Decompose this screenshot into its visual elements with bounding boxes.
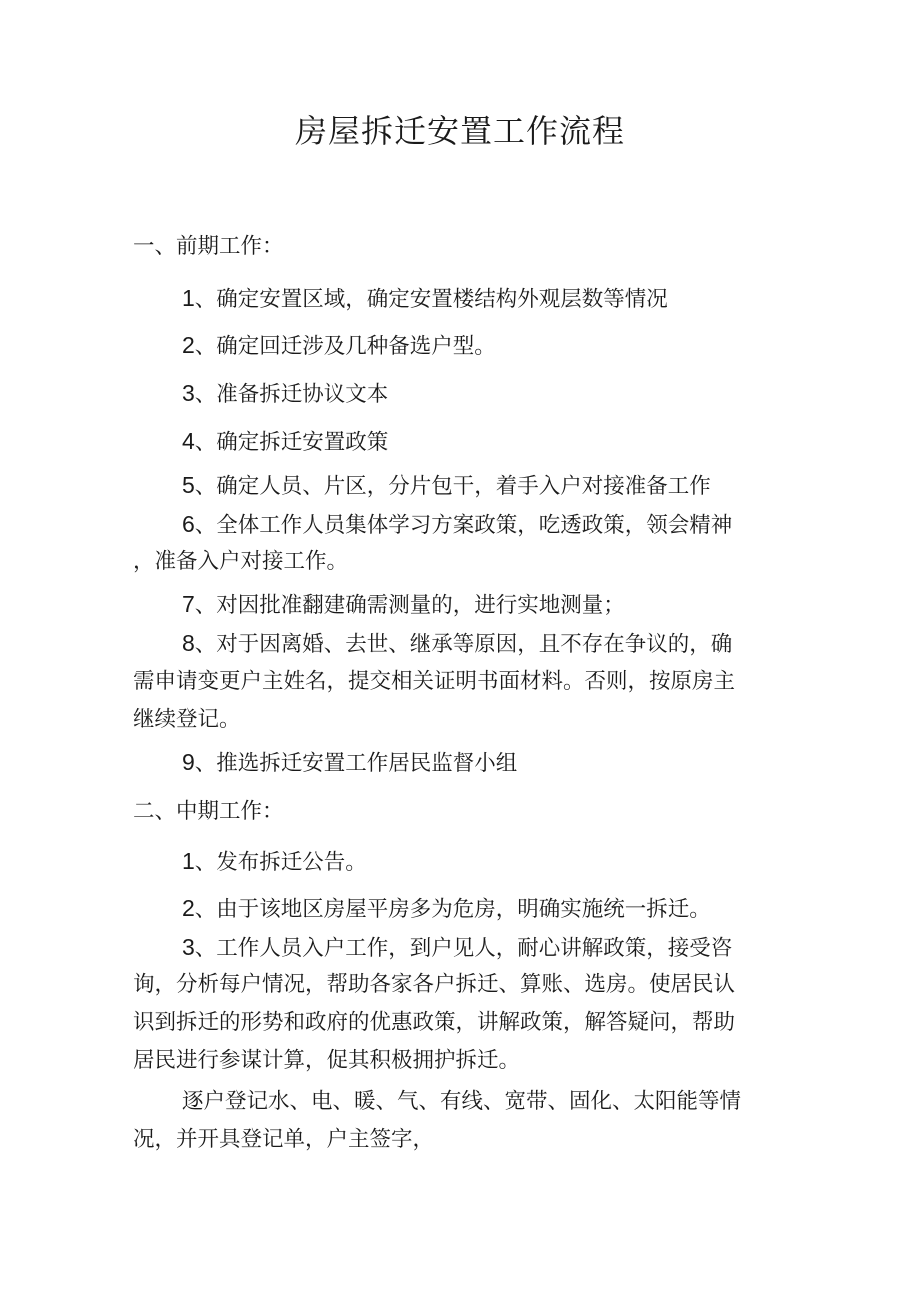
item-number: 4 (182, 428, 195, 454)
item-text: 、工作人员入户工作，到户见人，耐心讲解政策，接受咨 (194, 936, 733, 961)
list-item (182, 932, 732, 964)
item-text: 、对因批准翻建确需测量的，进行实地测量； (194, 593, 625, 618)
item-text: 、推选拆迁安置工作居民监督小组 (194, 751, 518, 776)
item-continuation: 询，分析每户情况，帮助各家各户拆迁、算账、选房。使居民认 (133, 972, 736, 997)
item-text: 、确定安置区域，确定安置楼结构外观层数等情况 (194, 287, 668, 312)
list-item (182, 470, 711, 502)
list-item (182, 846, 367, 878)
item-continuation: 识到拆迁的形势和政府的优惠政策，讲解政策，解答疑问，帮助 (133, 1010, 736, 1035)
item-number: 3 (182, 380, 195, 406)
list-item (182, 747, 517, 779)
item-text: 、确定拆迁安置政策 (194, 430, 389, 455)
item-number: 9 (182, 749, 195, 775)
section-heading: 二、中期工作： (133, 799, 284, 824)
item-continuation: 继续登记。 (133, 707, 241, 732)
item-text: 、由于该地区房屋平房多为危房，明确实施统一拆迁。 (194, 897, 711, 922)
list-item (182, 589, 625, 621)
item-number: 2 (182, 332, 195, 358)
document-title: 房屋拆迁安置工作流程 (294, 112, 625, 150)
item-number: 5 (182, 472, 195, 498)
item-number: 3 (182, 934, 195, 960)
list-item (182, 628, 732, 660)
item-text: 、确定回迁涉及几种备选户型。 (194, 334, 496, 359)
item-continuation: ，准备入户对接工作。 (133, 549, 349, 574)
list-item (182, 378, 388, 410)
item-number: 1 (182, 285, 195, 311)
list-item (182, 330, 496, 362)
section-heading: 一、前期工作： (133, 234, 284, 259)
item-text: 、发布拆迁公告。 (194, 850, 367, 875)
item-text: 、准备拆迁协议文本 (194, 382, 389, 407)
item-number: 1 (182, 848, 195, 874)
paragraph: 逐户登记水、电、暖、气、有线、宽带、固化、太阳能等情 (182, 1089, 742, 1114)
item-text: 、全体工作人员集体学习方案政策，吃透政策，领会精神 (194, 513, 733, 538)
list-item (182, 893, 711, 925)
paragraph-continuation: 况，并开具登记单，户主签字， (133, 1127, 435, 1152)
item-number: 7 (182, 591, 195, 617)
item-number: 2 (182, 895, 195, 921)
list-item (182, 283, 668, 315)
item-continuation: 居民进行参谋计算，促其积极拥护拆迁。 (133, 1048, 521, 1073)
item-number: 6 (182, 511, 195, 537)
list-item (182, 509, 732, 541)
item-continuation: 需申请变更户主姓名，提交相关证明书面材料。否则，按原房主 (133, 669, 736, 694)
item-text: 、确定人员、片区，分片包干，着手入户对接准备工作 (194, 474, 711, 499)
item-text: 、对于因离婚、去世、继承等原因，且不存在争议的，确 (194, 632, 733, 657)
list-item (182, 426, 388, 458)
item-number: 8 (182, 630, 195, 656)
